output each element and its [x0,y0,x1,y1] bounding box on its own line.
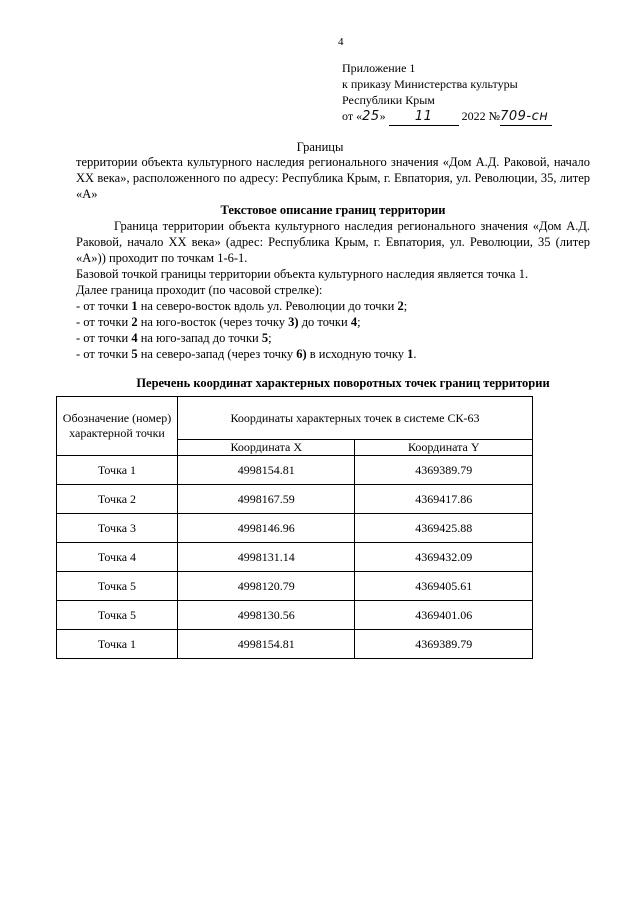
table-row: Точка 4 4998131.14 4369432.09 [57,543,533,572]
table-row: Точка 1 4998154.81 4369389.79 [57,630,533,659]
paragraph-base-point: Базовой точкой границы территории объекта культурного наследия является точка 1. [76,267,529,281]
route-item: - от точки 1 на северо-восток вдоль ул. Революции до точки 2; [76,299,408,313]
date-prefix: от « [342,109,363,123]
date-day: 25 [362,109,380,124]
col-header-group: Координаты характерных точек в системе СК-63 [178,397,533,440]
appendix-line-1: Приложение 1 [342,61,416,75]
appendix-header [342,60,602,126]
table-row: Точка 1 4998154.81 4369389.79 [57,456,533,485]
heading-borders: Границы [296,140,344,154]
coordinates-table [56,396,533,659]
date-year: 2022 [461,109,486,123]
section-title: Текстовое описание границ территории [220,203,446,217]
appendix-line-2: к приказу Министерства культуры [342,77,518,91]
order-number-field [500,108,552,126]
appendix-date-line [342,108,602,126]
number-sign: № [488,109,501,123]
col-header-x: Координата X [178,440,355,456]
date-month-field [389,108,459,126]
date-mid: » [379,109,386,123]
route-item: - от точки 5 на северо-запад (через точку 6) в исходную точку 1. [76,347,417,361]
table-row: Точка 5 4998120.79 4369405.61 [57,572,533,601]
route-item: - от точки 2 на юго-восток (через точку 3) до точки 4; [76,315,361,329]
appendix-line-3: Республики Крым [342,93,435,107]
paragraph-boundary: Граница территории объекта культурного наследия регионального значения «Дом А.Д. Раковой, начало XX века» (адрес: Республика Крым, г. Евпатория, ул. Революции, 35 (литер «А»)) проходит по точкам 1-6-1. [76,219,590,265]
object-description: территории объекта культурного наследия регионального значения «Дом А.Д. Раковой, начало XX века», расположенного по адресу: Республика Крым, г. Евпатория, ул. Революции, 35, литер «А» [76,155,590,201]
table-row: Точка 5 4998130.56 4369401.06 [57,601,533,630]
table-row: Точка 2 4998167.59 4369417.86 [57,485,533,514]
page-number: 4 [338,36,344,48]
table-row: Точка 3 4998146.96 4369425.88 [57,514,533,543]
col-header-y: Координата Y [355,440,533,456]
date-month: 11 [414,109,433,124]
col-header-point: Обозначение (номер) характерной точки [57,397,178,456]
route-item: - от точки 4 на юго-запад до точки 5; [76,331,272,345]
document-body [76,154,590,362]
order-number: 709-сн [500,109,549,124]
paragraph-direction: Далее граница проходит (по часовой стрелке): [76,283,323,297]
table-title: Перечень координат характерных поворотных точек границ территории [136,376,550,390]
